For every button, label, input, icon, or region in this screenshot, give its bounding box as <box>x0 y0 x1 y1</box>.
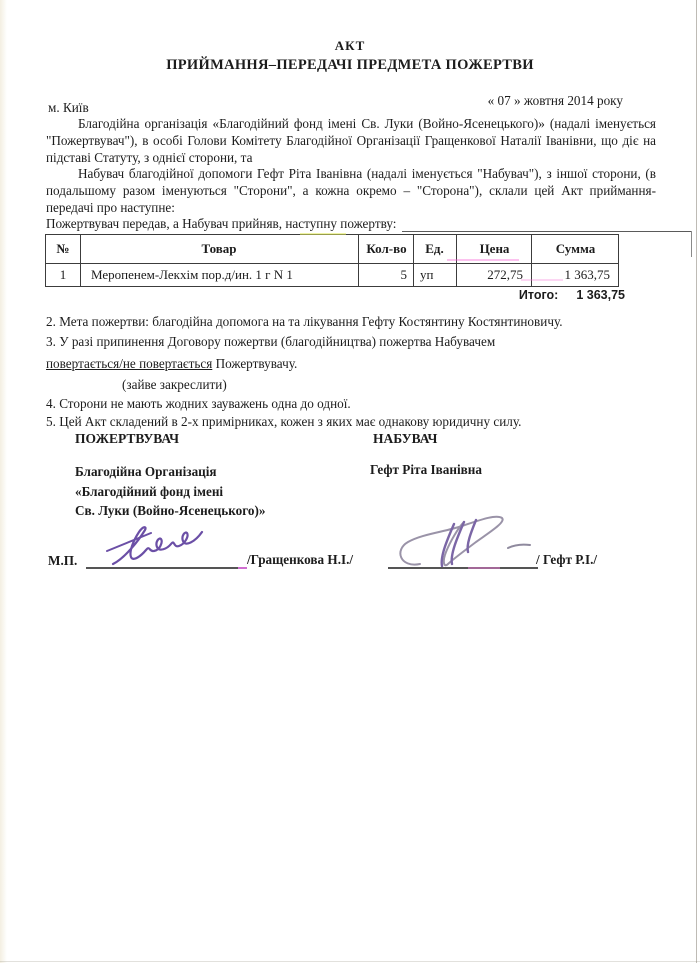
total-value: 1 363,75 <box>576 288 625 302</box>
scan-artifact <box>468 567 500 569</box>
clause-2-purpose: 2. Мета пожертви: благодійна допомога на та лікування Гефту Костянтину Костянтиновичу. <box>46 314 563 329</box>
date-label: « 07 » жовтня 2014 року <box>487 93 623 108</box>
donor-org-line2: «Благодійний фонд імені <box>75 483 224 499</box>
recipient-signature-line <box>388 567 538 569</box>
intro-fill-line-end <box>691 231 692 257</box>
scan-edge-left <box>0 0 7 963</box>
table-intro-line: Пожертвувач передав, а Набувач прийняв, наступну пожертву: <box>46 216 397 231</box>
donor-signature-caption: /Гращенкова Н.І./ <box>247 552 354 567</box>
cell-quantity: 5 <box>359 264 414 287</box>
header-quantity: Кол-во <box>359 235 414 264</box>
cell-number: 1 <box>46 264 81 287</box>
scan-artifact <box>447 259 519 261</box>
total-label: Итого: <box>518 288 559 302</box>
role-donor-heading: ПОЖЕРТВУВАЧ <box>75 431 180 446</box>
table-header-row <box>46 235 619 264</box>
table-row <box>46 264 619 287</box>
header-unit: Ед. <box>414 235 457 264</box>
recipient-signature-handwriting <box>392 512 552 574</box>
total-line <box>400 288 625 302</box>
scan-edge-right <box>696 0 697 963</box>
donor-signature-line <box>86 567 238 569</box>
paragraph-recipient: Набувач благодійної допомоги Гефт Ріта Іванівна (надалі іменується "Набувач"), з іншої сторони, (в подальшому разом іменуються "Сторони", а кожна окремо – "Сторона"), склали цей Акт приймання-передачі про наступне: <box>46 166 656 215</box>
role-recipient-heading: НАБУВАЧ <box>373 431 438 446</box>
paragraph-donor: Благодійна організація «Благодійний фонд імені Св. Луки (Войно-Ясенецького)» (надалі іменується "Пожертвувач"), в особі Голови Комітету Благодійної Організації Гращенкової Наталії Іванівни, що діє на підставі Статуту, з однієї сторони, та <box>46 116 656 165</box>
clause-3-line2 <box>46 356 656 372</box>
intro-fill-line <box>402 231 692 232</box>
cell-sum: 1 363,75 <box>532 264 619 287</box>
scan-artifact <box>300 233 346 235</box>
scan-artifact <box>521 279 563 281</box>
header-price: Цена <box>457 235 532 264</box>
donor-org-line1: Благодійна Організація <box>75 464 217 479</box>
clause-4-no-claims: 4. Сторони не мають жодних зауважень одна до одної. <box>46 396 351 411</box>
header-number: № <box>46 235 81 264</box>
city-label: м. Київ <box>48 100 89 115</box>
clause-3-underlined-choice: повертається/не повертається <box>46 356 213 371</box>
clause-3-line1: 3. У разі припинення Договору пожертви (благодійництва) пожертва Набувачем <box>46 334 496 349</box>
donor-signature-handwriting <box>105 524 245 572</box>
scan-edge-bottom <box>0 961 700 962</box>
clause-5-copies: 5. Цей Акт складений в 2-х примірниках, кожен з яких має однакову юридичну силу. <box>46 414 522 429</box>
donor-organization-block <box>75 462 265 521</box>
seal-place-label: М.П. <box>48 553 78 568</box>
recipient-name: Гефт Ріта Іванівна <box>370 462 482 477</box>
cell-price: 272,75 <box>457 264 532 287</box>
recipient-signature-caption: / Гефт Р.І./ <box>536 552 598 567</box>
header-sum: Сумма <box>532 235 619 264</box>
document-title: ПРИЙМАННЯ–ПЕРЕДАЧІ ПРЕДМЕТА ПОЖЕРТВИ <box>166 57 534 73</box>
act-label: АКТ <box>334 38 366 53</box>
donor-org-line3: Св. Луки (Войно-Ясенецького)» <box>75 503 266 518</box>
clause-3-tail: Пожертвувачу. <box>212 356 298 371</box>
header-item: Товар <box>81 235 359 264</box>
cell-item: Меропенем-Лекхім пор.д/ин. 1 г N 1 <box>81 264 359 287</box>
scan-artifact <box>238 567 247 569</box>
cell-unit: уп <box>414 264 457 287</box>
clause-3-note: (зайве закреслити) <box>122 377 227 392</box>
